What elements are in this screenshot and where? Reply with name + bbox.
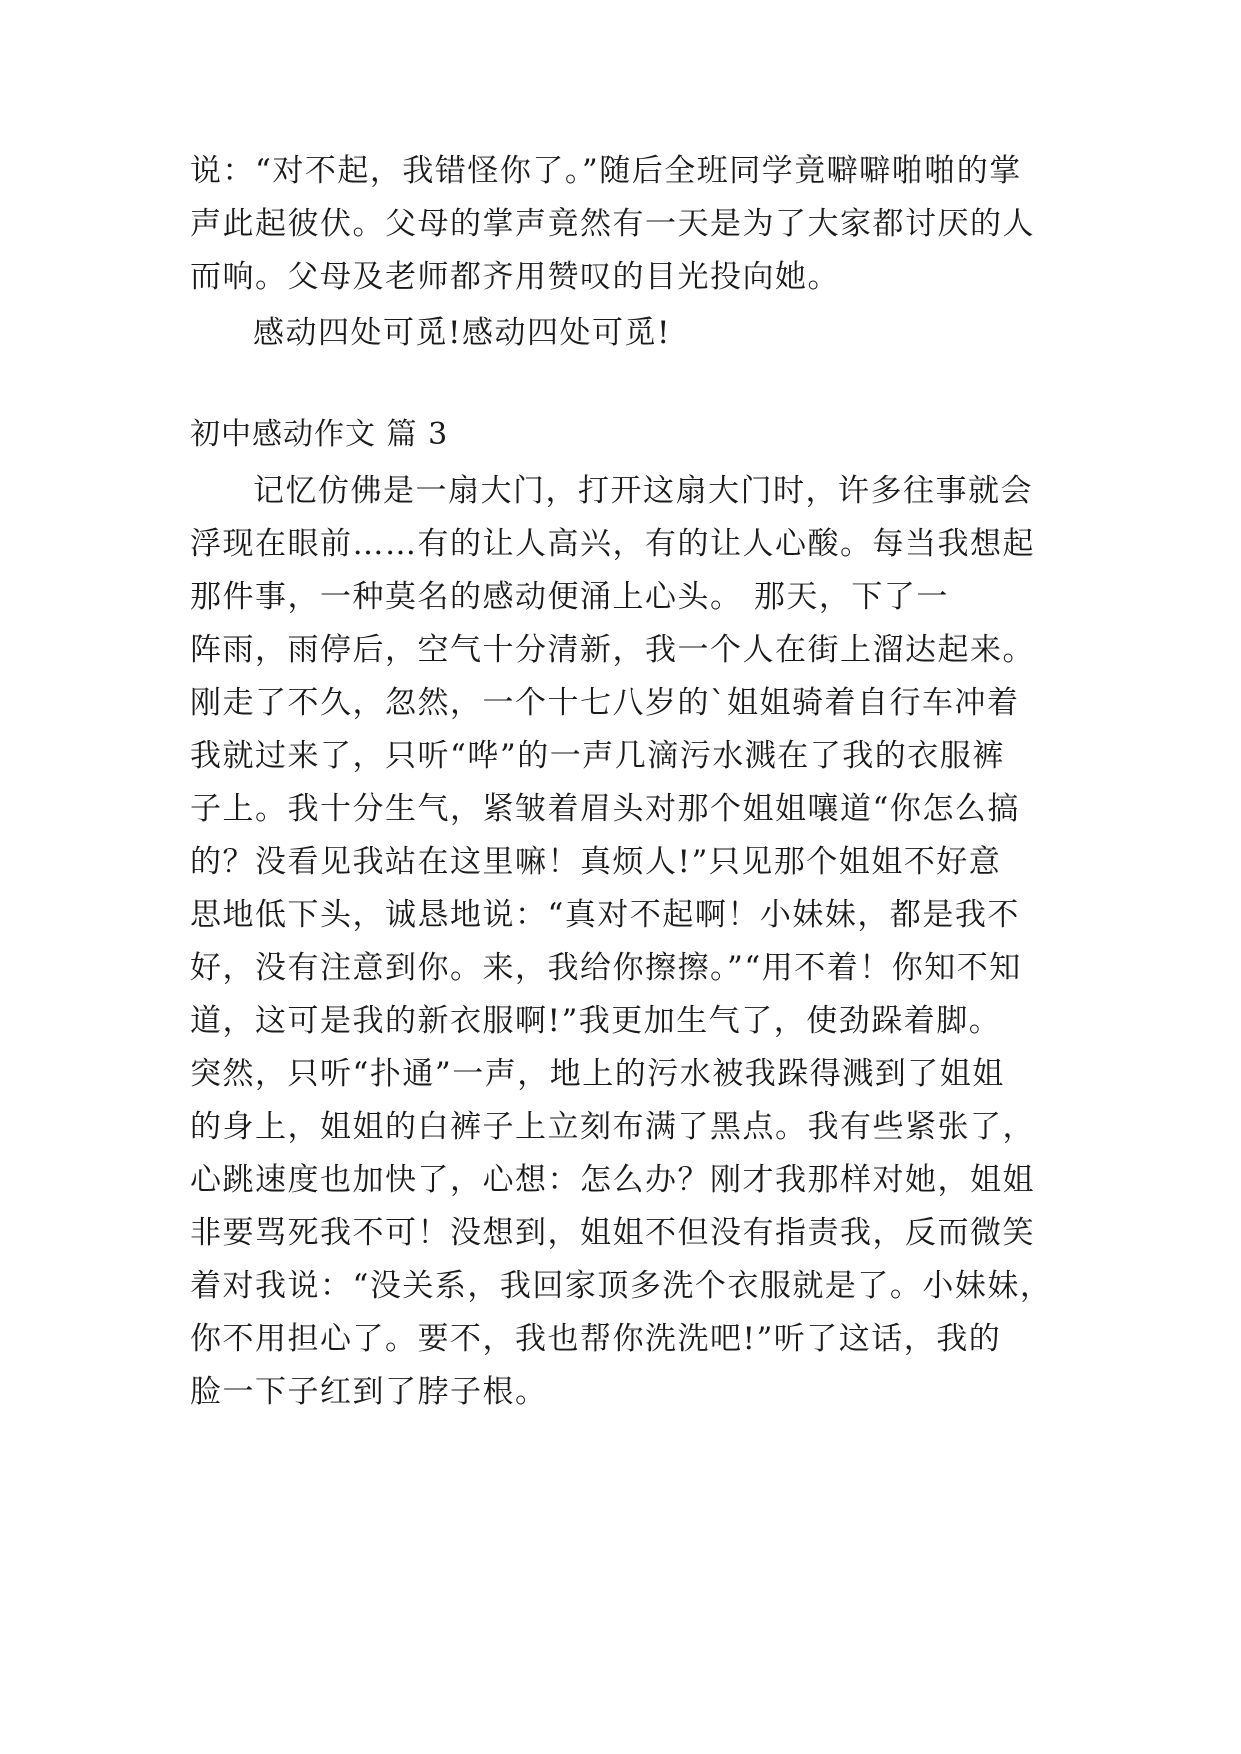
paragraph-line: 思地低下头，诚恳地说：“真对不起啊！小妹妹，都是我不 <box>190 897 1020 933</box>
paragraph-line: 非要骂死我不可！没想到，姐姐不但没有指责我，反而微笑 <box>190 1215 1035 1251</box>
closing-line: 感动四处可觅!感动四处可觅! <box>253 315 671 351</box>
paragraph-line: 刚走了不久，忽然，一个十七八岁的`姐姐骑着自行车冲着 <box>190 685 1020 721</box>
section-heading: 初中感动作文 篇 3 <box>190 417 449 452</box>
paragraph-line: 的身上，姐姐的白裤子上立刻布满了黑点。我有些紧张了， <box>190 1109 1035 1145</box>
paragraph-line: 好，没有注意到你。来，我给你擦擦。”“用不着！你知不知 <box>190 950 1022 986</box>
paragraph-line: 的？没看见我站在这里嘛！真烦人!”只见那个姐姐不好意 <box>190 844 1002 880</box>
paragraph-line: 那件事，一种莫名的感动便涌上心头。 那天，下了一 <box>190 579 949 615</box>
paragraph-line: 说：“对不起，我错怪你了。”随后全班同学竟噼噼啪啪的掌 <box>190 153 1022 189</box>
paragraph-line: 着对我说：“没关系，我回家顶多洗个衣服就是了。小妹妹， <box>190 1268 1053 1304</box>
paragraph-line: 浮现在眼前……有的让人高兴，有的让人心酸。每当我想起 <box>190 526 1035 562</box>
paragraph-line: 道，这可是我的新衣服啊!”我更加生气了，使劲跺着脚。 <box>190 1003 1002 1039</box>
paragraph-line: 我就过来了，只听“哗”的一声几滴污水溅在了我的衣服裤 <box>190 738 1005 774</box>
paragraph-line: 子上。我十分生气，紧皱着眉头对那个姐姐嚷道“你怎么搞 <box>190 791 1020 827</box>
paragraph-line: 阵雨，雨停后，空气十分清新，我一个人在街上溜达起来。 <box>190 632 1035 668</box>
paragraph-line: 突然，只听“扑通”一声，地上的污水被我跺得溅到了姐姐 <box>190 1056 1005 1092</box>
paragraph-line: 心跳速度也加快了，心想：怎么办？刚才我那样对她，姐姐 <box>190 1162 1035 1198</box>
paragraph-line: 记忆仿佛是一扇大门，打开这扇大门时，许多往事就会 <box>253 473 1033 509</box>
paragraph-line: 声此起彼伏。父母的掌声竟然有一天是为了大家都讨厌的人 <box>190 206 1035 242</box>
paragraph-line: 脸一下子红到了脖子根。 <box>190 1374 548 1410</box>
paragraph-line: 而响。父母及老师都齐用赞叹的目光投向她。 <box>190 259 840 295</box>
paragraph-line: 你不用担心了。要不，我也帮你洗洗吧!”听了这话，我的 <box>190 1321 1002 1357</box>
